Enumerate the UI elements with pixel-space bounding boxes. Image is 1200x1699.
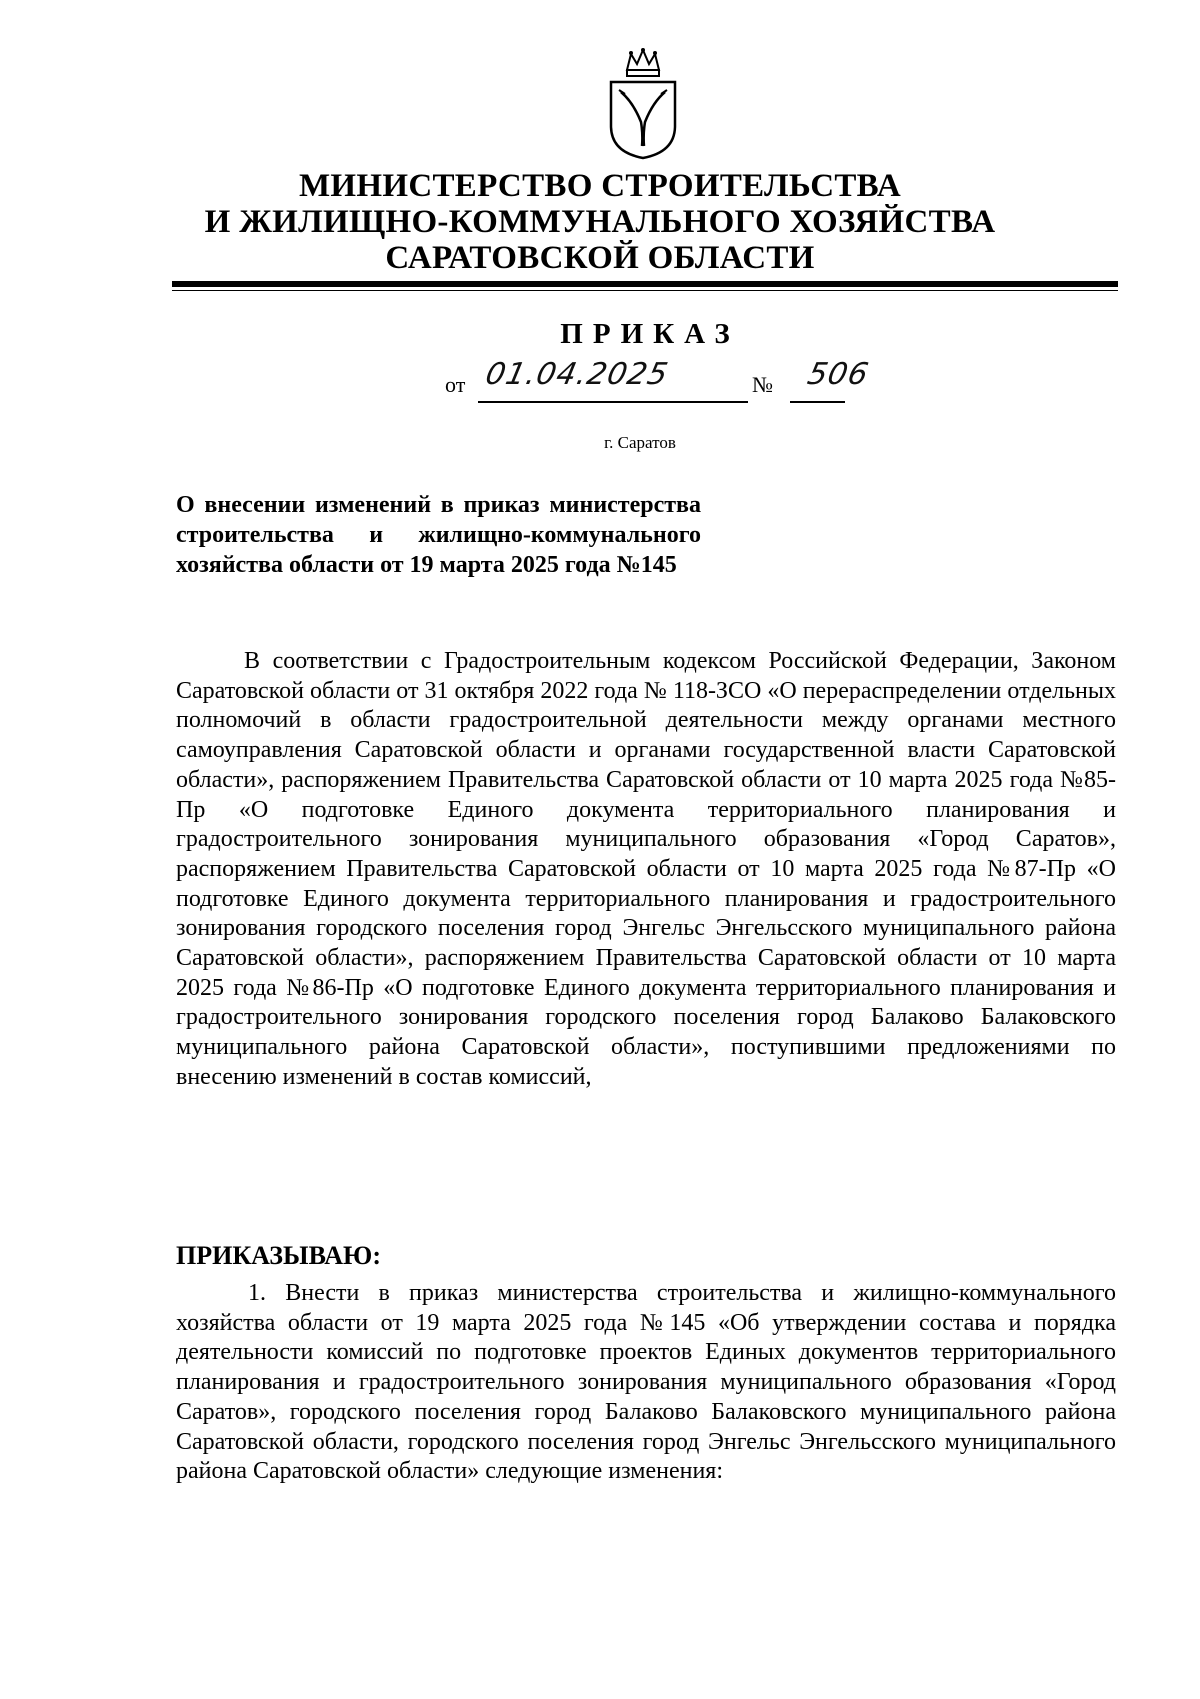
saratov-coat-of-arms-icon: [605, 48, 681, 160]
date-underline: [478, 401, 748, 403]
header-divider-thick: [172, 281, 1118, 287]
document-type-title: ПРИКАЗ: [560, 318, 740, 350]
order-subject: О внесении изменений в приказ министерства строительства и жилищно-коммунального хозяйства области от 19 марта 2025 года №145: [176, 492, 701, 578]
ministry-line: МИНИСТЕРСТВО СТРОИТЕЛЬСТВА: [298, 168, 902, 204]
ministry-name: [180, 168, 1020, 276]
preamble-paragraph: В соответствии с Градостроительным кодексом Российской Федерации, Законом Саратовской области от 31 октября 2022 года № 118-ЗСО «О перераспределении отдельных полномочий в области градостроительной деятельности между органами местного самоуправления Саратовской области и органами государственной власти Саратовской области», распоряжением Правительства Саратовской области от 10 марта 2025 года №85-Пр «О подготовке Единого документа территориального планирования и градостроительного зонирования муниципального образования «Город Саратов», распоряжением Правительства Саратовской области от 10 марта 2025 года №87-Пр «О подготовке Единого документа территориального планирования и градостроительного зонирования городского поселения город Энгельс Энгельсского муниципального района Саратовской области», распоряжением Правительства Саратовской области от 10 марта 2025 года №86-Пр «О подготовке Единого документа территориального планирования и градостроительного зонирования городского поселения город Балаково Балаковского муниципального района Саратовской области», поступившими предложениями по внесению изменений в состав комиссий,: [176, 648, 1116, 1090]
order-heading: ПРИКАЗЫВАЮ:: [176, 1241, 381, 1270]
ministry-line: САРАТОВСКОЙ ОБЛАСТИ: [385, 240, 815, 276]
date-label: от: [445, 372, 466, 397]
header-divider-thin: [172, 290, 1118, 291]
number-underline: [790, 401, 845, 403]
city-name: г. Саратов: [604, 433, 676, 452]
handwritten-number: 506: [804, 357, 873, 392]
handwritten-date: 01.04.2025: [482, 357, 672, 392]
number-label: №: [752, 372, 773, 397]
order-item-1: 1. Внести в приказ министерства строительства и жилищно-коммунального хозяйства области от 19 марта 2025 года №145 «Об утверждении состава и порядка деятельности комиссий по подготовке проектов Единых документов территориального планирования и градостроительного зонирования муниципального образования «Город Саратов», городского поселения город Балаково Балаковского муниципального района Саратовской области, городского поселения город Энгельс Энгельсского муниципального района Саратовской области» следующие изменения:: [176, 1280, 1116, 1485]
ministry-line: И ЖИЛИЩНО-КОММУНАЛЬНОГО ХОЗЯЙСТВА: [204, 204, 996, 240]
